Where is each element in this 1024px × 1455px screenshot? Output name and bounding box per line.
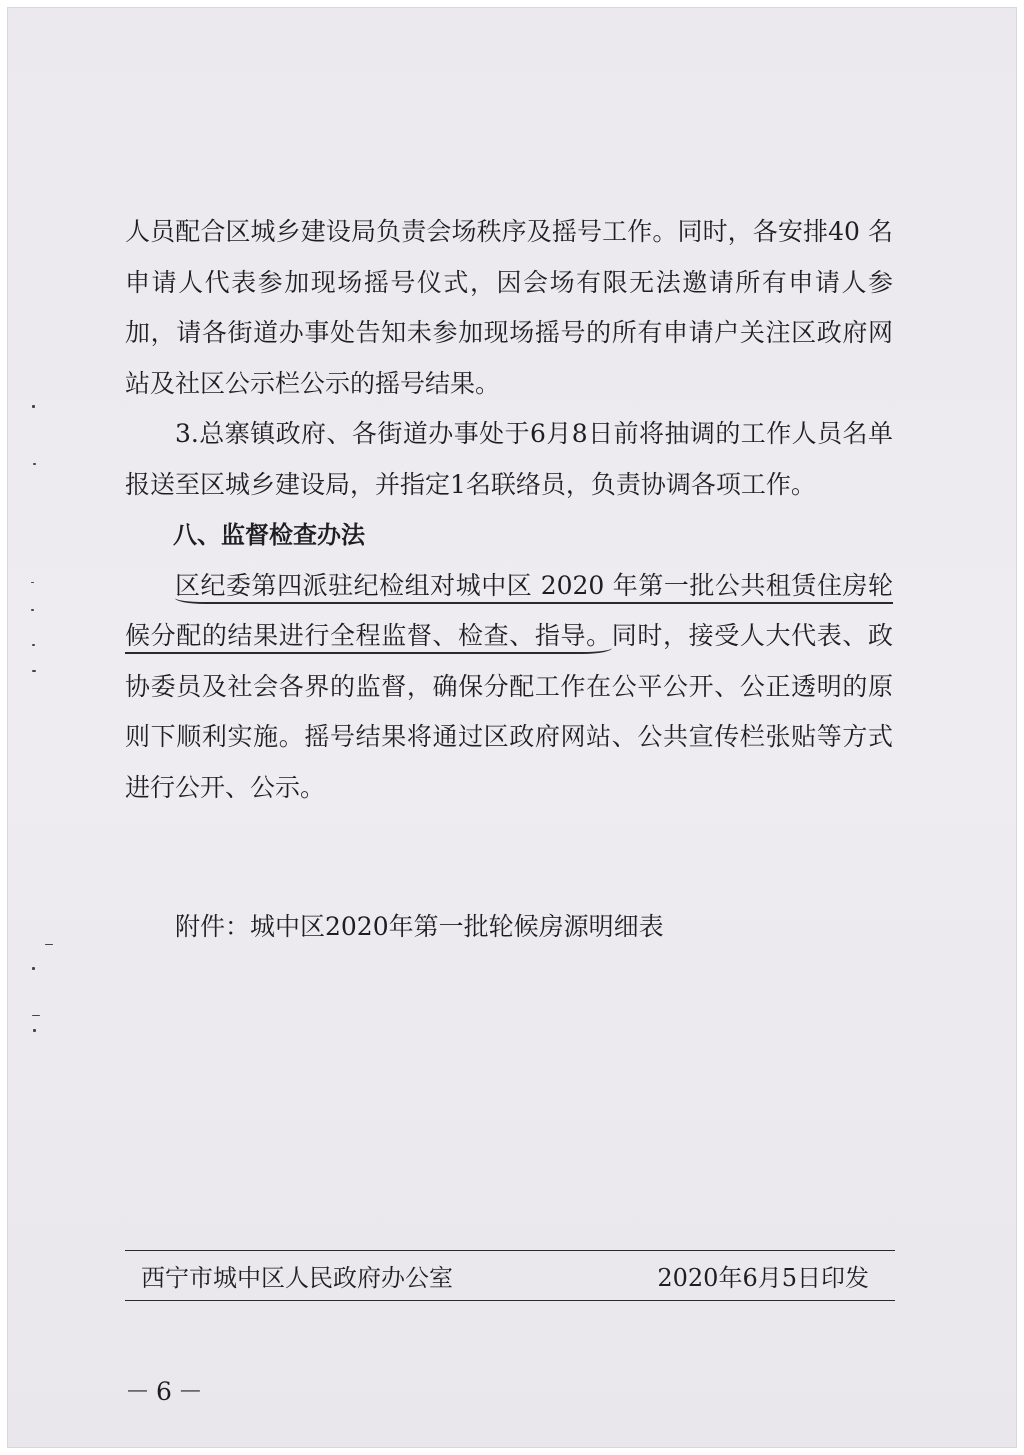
footer-issuer: 西宁市城中区人民政府办公室 [141, 1264, 453, 1292]
scan-speck [32, 670, 36, 672]
scan-speck [31, 609, 34, 611]
scan-speck [32, 644, 35, 646]
scan-speck [31, 582, 34, 583]
paragraph-item-3: 3.总寨镇政府、各街道办事处于6月8日前将抽调的工作人员名单报送至区城乡建设局，并指定1名联络员，负责协调各项工作。 [125, 419, 893, 499]
scan-speck [32, 405, 35, 408]
paragraph-supervision [125, 561, 893, 814]
section-heading-supervision: 八、监督检查办法 [173, 521, 365, 549]
underlined-text: 区纪委第四派驻纪检组对城中区 2020 年第一批公共租赁住房轮候分配的结果进行全程监督、检查、指导。 [125, 571, 893, 655]
page-number: －6－ [125, 1377, 209, 1406]
scan-speck [32, 967, 35, 970]
document-page [7, 7, 1017, 1448]
attachment-line: 附件：城中区2020年第一批轮候房源明细表 [175, 912, 664, 941]
scan-speck [33, 463, 36, 465]
scan-speck [32, 1015, 40, 1016]
scan-speck [33, 1029, 36, 1032]
footer-issue-date: 2020年6月5日印发 [657, 1264, 869, 1292]
scan-speck [45, 944, 53, 945]
footer-bottom-rule [125, 1300, 895, 1301]
body-text [125, 207, 893, 813]
paragraph-continued: 人员配合区城乡建设局负责会场秩序及摇号工作。同时，各安排40 名申请人代表参加现场摇号仪式，因会场有限无法邀请所有申请人参加，请各街道办事处告知未参加现场摇号的所有申请户关注区政府网站及社区公示栏公示的摇号结果。 [125, 217, 893, 398]
supervision-text: 同时，接受人大代表、政协委员及社会各界的监督，确保分配工作在公平公开、公正透明的原则下顺利实施。摇号结果将通过区政府网站、公共宣传栏张贴等方式进行公开、公示。 [125, 621, 893, 802]
footer-top-rule [125, 1250, 895, 1251]
